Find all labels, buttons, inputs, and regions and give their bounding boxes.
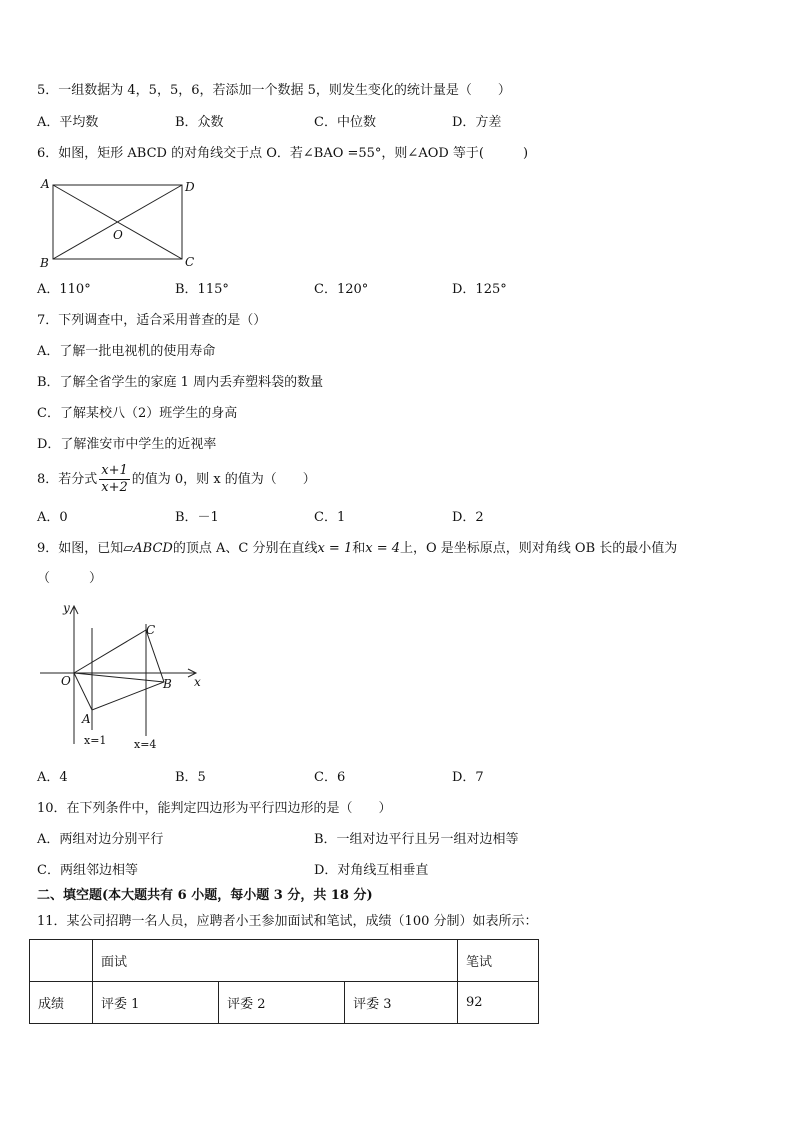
q11-stem: 11．某公司招聘一名人员，应聘者小王参加面试和笔试，成绩（100 分制）如表所示： <box>37 914 538 929</box>
q10-option-a[interactable]: A．两组对边分别平行 <box>37 832 164 847</box>
q6-stem: 6．如图，矩形 ABCD 的对角线交于点 O．若∠BAO =55°，则∠AOD 等于( ) <box>37 146 529 161</box>
q8-stem-prefix: 8．若分式 <box>37 472 98 487</box>
table-cell-written-score: 92 <box>458 982 539 1024</box>
q9-label-b: B <box>163 677 172 691</box>
q9-y-axis-label: y <box>63 601 70 615</box>
q5-option-d[interactable]: D．方差 <box>452 115 502 130</box>
table-row <box>30 982 539 1024</box>
table-cell-score-label: 成绩 <box>30 982 93 1024</box>
q5-option-c[interactable]: C．中位数 <box>314 115 376 130</box>
q9-label-a: A <box>82 712 91 726</box>
q6-option-c[interactable]: C．120° <box>314 282 369 297</box>
q9-stem-b: 的顶点 A、C 分别在直线 <box>172 541 318 556</box>
q10-option-d[interactable]: D．对角线互相垂直 <box>314 863 429 878</box>
q8-denominator: x+2 <box>101 480 128 495</box>
q6-label-o: O <box>113 228 123 242</box>
q9-parallelogram-name: ABCD <box>133 541 173 556</box>
table-cell-judge-1: 评委 1 <box>93 982 219 1024</box>
q9-option-a[interactable]: A．4 <box>37 770 68 785</box>
q6-label-c: C <box>185 255 195 269</box>
q9-x-axis-label: x <box>194 675 201 689</box>
q10-option-c[interactable]: C．两组邻边相等 <box>37 863 138 878</box>
q8-stem-suffix: 的值为 0，则 x 的值为（ ） <box>131 472 316 487</box>
q7-option-c[interactable]: C．了解某校八（2）班学生的身高 <box>37 406 238 421</box>
q9-stem-d: 上，O 是坐标原点，则对角线 OB 长的最小值为 <box>400 541 678 556</box>
q9-stem-c: 和 <box>352 541 366 556</box>
q6-label-a: A <box>41 177 50 191</box>
q6-option-d[interactable]: D．125° <box>452 282 507 297</box>
q10-stem: 10．在下列条件中，能判定四边形为平行四边形的是（ ） <box>37 801 392 816</box>
section-2-title: 二、填空题(本大题共有 6 小题，每小题 3 分，共 18 分) <box>37 888 373 903</box>
q9-option-c[interactable]: C．6 <box>314 770 346 785</box>
q8-option-b[interactable]: B．－1 <box>175 510 219 525</box>
q9-stem-a: 9．如图，已知▱ <box>37 541 134 556</box>
score-table <box>29 939 539 1024</box>
q5-option-b[interactable]: B．众数 <box>175 115 224 130</box>
q9-line1-label: x=1 <box>84 734 107 747</box>
q6-option-a[interactable]: A．110° <box>37 282 91 297</box>
q5-option-a[interactable]: A．平均数 <box>37 115 99 130</box>
q7-option-b[interactable]: B．了解全省学生的家庭 1 周内丢弃塑料袋的数量 <box>37 375 324 390</box>
q9-stem <box>37 540 677 558</box>
table-row <box>30 940 539 982</box>
q9-option-d[interactable]: D．7 <box>452 770 484 785</box>
table-cell-judge-3: 评委 3 <box>345 982 458 1024</box>
q10-option-b[interactable]: B．一组对边平行且另一组对边相等 <box>314 832 519 847</box>
q8-option-d[interactable]: D．2 <box>452 510 484 525</box>
q8-stem <box>37 463 316 496</box>
q7-option-a[interactable]: A．了解一批电视机的使用寿命 <box>37 344 216 359</box>
q8-option-a[interactable]: A．0 <box>37 510 68 525</box>
table-cell-judge-2: 评委 2 <box>219 982 345 1024</box>
q6-label-d: D <box>185 180 195 194</box>
q9-label-c: C <box>146 623 156 637</box>
q8-option-c[interactable]: C．1 <box>314 510 346 525</box>
q9-coordinate-figure <box>36 598 212 756</box>
q9-label-o: O <box>61 674 71 688</box>
table-header-written: 笔试 <box>458 940 539 982</box>
q7-stem: 7．下列调查中，适合采用普查的是（） <box>37 313 267 328</box>
q6-rectangle-figure <box>36 175 206 271</box>
q6-option-b[interactable]: B．115° <box>175 282 229 297</box>
q7-option-d[interactable]: D．了解淮安市中学生的近视率 <box>37 437 217 452</box>
q9-line2: x = 4 <box>365 541 400 556</box>
q9-line2-label: x=4 <box>134 738 157 751</box>
q8-fraction <box>99 463 130 496</box>
q5-stem: 5．一组数据为 4，5，5，6，若添加一个数据 5，则发生变化的统计量是（ ） <box>37 83 511 98</box>
q8-numerator: x+1 <box>101 463 128 478</box>
table-cell <box>30 940 93 982</box>
q9-stem-paren: （ ） <box>37 571 103 586</box>
table-header-interview: 面试 <box>93 940 458 982</box>
q6-label-b: B <box>40 256 49 270</box>
q9-line1: x = 1 <box>317 541 353 556</box>
q9-option-b[interactable]: B．5 <box>175 770 206 785</box>
